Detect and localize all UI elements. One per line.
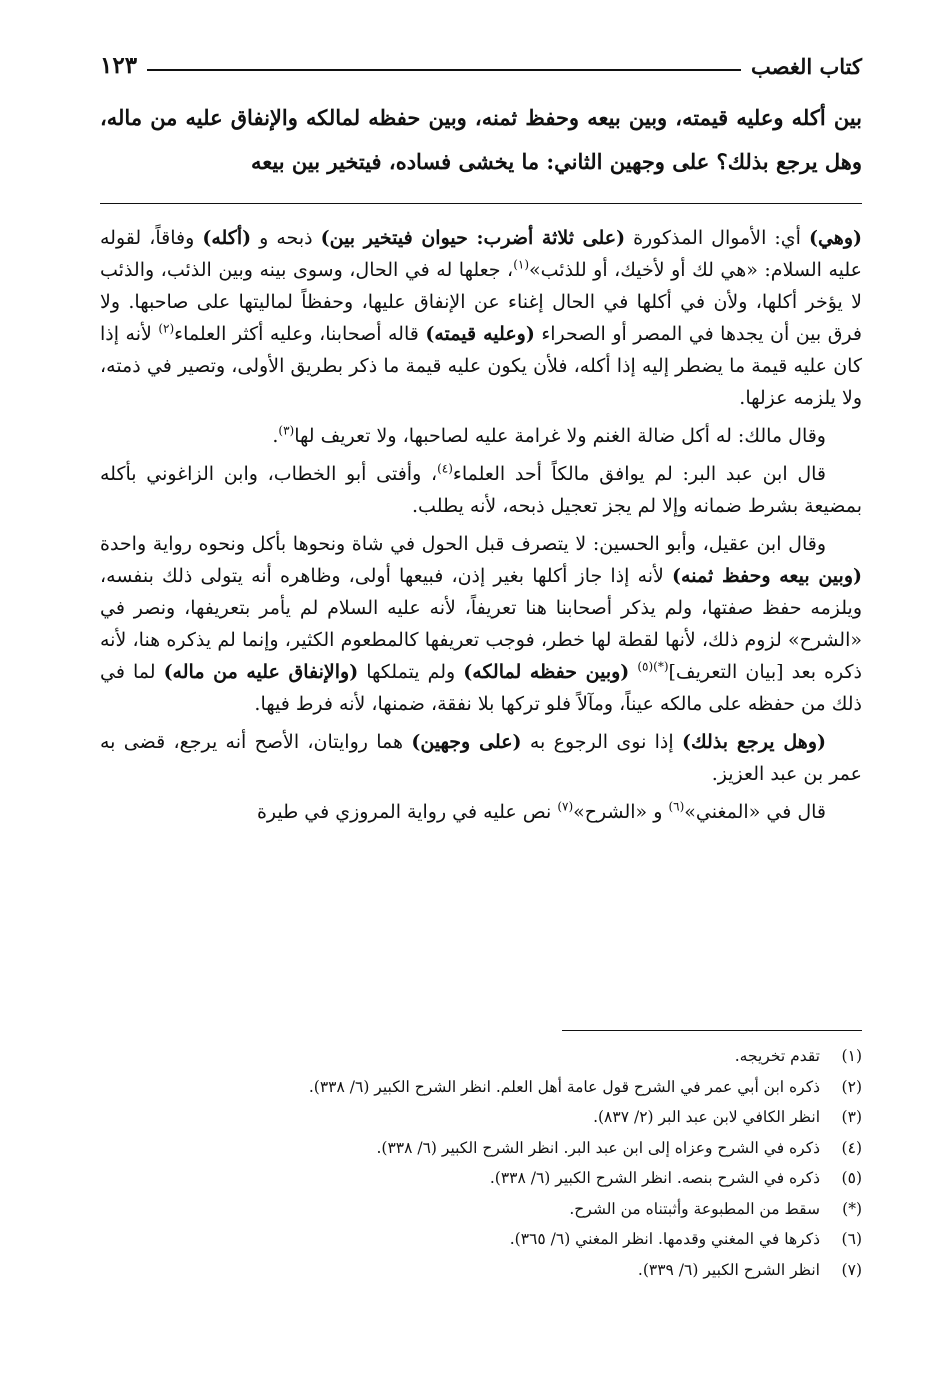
footnote-number: (١) <box>841 1047 862 1065</box>
footnote-text: ذكره ابن أبي عمر في الشرح قول عامة أهل العلم. انظر الشرح الكبير (٦/ ٣٣٨). <box>308 1077 820 1096</box>
footnote-number: (٢) <box>841 1077 862 1096</box>
text-run: وقال ابن عقيل، وأبو الحسين: لا يتصرف قبل الحول في شاة ونحوها بأكل ونحوه رواية واحدة <box>100 533 826 555</box>
running-header <box>100 45 862 79</box>
footnote <box>100 1102 862 1133</box>
footnote-separator <box>562 1030 862 1031</box>
footnote <box>100 1224 862 1255</box>
matn-separator <box>100 203 862 204</box>
footnote-text: ذكره في الشرح بنصه. انظر الشرح الكبير (٦/ ٣٣٨). <box>489 1169 820 1187</box>
footnote <box>100 1133 862 1164</box>
bold-quote: (على ثلاثة أضرب: حيوان فيتخير بين) <box>320 227 626 249</box>
bold-quote: (وبين حفظه لمالكه) <box>463 661 630 683</box>
footnote <box>100 1072 862 1103</box>
footnote-ref: (٧) <box>557 799 574 814</box>
text-run: نص عليه في رواية المروزي في طيرة <box>256 801 558 823</box>
footnote-number: (٧) <box>841 1260 862 1279</box>
text-run: قال في «المغني» <box>684 801 826 823</box>
footnote <box>100 1163 862 1194</box>
text-run: ذبحه و <box>251 227 321 249</box>
text-run: ، وأفتى أبو الخطاب، وابن الزاغوني بأكله بمضيعة بشرط ضمانه وإلا لم يجز تعجيل ذبحه، لأنه يطلب. <box>100 463 862 517</box>
text-run: إذا نوى الرجوع به <box>521 731 682 753</box>
footnote-number: (*) <box>842 1199 862 1218</box>
header-rule <box>147 69 741 71</box>
footnote-text: انظر الشرح الكبير (٦/ ٣٣٩). <box>637 1260 820 1279</box>
commentary <box>100 222 862 834</box>
text-run: قال ابن عبد البر: لم يوافق مالكاً أحد العلماء <box>452 463 826 485</box>
footnote <box>100 1041 862 1072</box>
footnote-ref: (٦) <box>668 799 685 814</box>
footnote-number: (٦) <box>841 1230 862 1248</box>
chapter-title: كتاب الغصب <box>750 54 862 79</box>
bold-quote: (وعليه قيمته) <box>425 323 535 345</box>
matn-text: بين أكله وعليه قيمته، وبين بيعه وحفظ ثمنه، وبين حفظه لمالكه والإنفاق عليه من ماله، وهل يرجع بذلك؟ على وجهين الثاني: ما يخشى فساده، فيتخير بين بيعه <box>100 105 862 174</box>
commentary-paragraph-4 <box>100 528 862 720</box>
footnote-number: (٤) <box>841 1138 862 1157</box>
bold-quote: (والإنفاق عليه من ماله) <box>163 661 359 683</box>
footnote-ref: (٤) <box>437 461 453 476</box>
bold-quote: (وهي) <box>808 227 862 249</box>
commentary-paragraph-6 <box>100 796 862 828</box>
footnote-text: تقدم تخريجه. <box>734 1047 820 1065</box>
footnote-number: (٥) <box>841 1169 862 1187</box>
footnote-ref: (٣) <box>278 423 295 438</box>
commentary-paragraph-2 <box>100 420 862 452</box>
text-run: لأنه إذا جاز أكلها بغير إذن، فبيعها أولى، وظاهره أنه يتولى ذلك بنفسه، ويلزمه حفظ صفتها، ولم يذكر أصحابنا هنا تعريفاً، لأنه عليه السلام لم يأمر بتعريفها، ونصر في «الشرح» لزوم ذلك، لأنها لقطة لها خطر، فوجب تعريفها كالمطعوم الكثير، وإنما لم يذكره هنا، لأنه ذكره بعد [بيان التعريف] <box>100 565 862 683</box>
footnote <box>100 1194 862 1225</box>
bold-quote: (على وجهين) <box>411 731 522 753</box>
bold-quote: (أكله) <box>202 227 252 249</box>
footnote-number: (٣) <box>841 1108 862 1126</box>
page-number: ١٢٣ <box>100 52 138 79</box>
text-run: لما في ذلك من حفظه على مالكه عيناً، ومآلاً فلو تركها بلا نفقة، ضمنها، لأنه فرط فيها. <box>100 661 862 715</box>
footnote-ref: (*)(٥) <box>637 659 669 674</box>
text-run: وقال مالك: له أكل ضالة الغنم ولا غرامة عليه لصاحبها، ولا تعريف لها <box>294 425 826 447</box>
bold-quote: (وهل يرجع بذلك) <box>681 731 826 753</box>
text-run: . <box>272 425 279 447</box>
footnote-text: ذكره في الشرح وعزاه إلى ابن عبد البر. انظر الشرح الكبير (٦/ ٣٣٨). <box>376 1138 820 1157</box>
text-run: ، جعلها له في الحال، وسوى بينه وبين الذئب، والذئب لا يؤخر أكلها، ولأن في أكلها في الحال إغناء عن الإنفاق عليها، وحفظاً لماليتها على صاحبها. ولا فرق بين أن يجدها في المصر أو الصحراء <box>100 259 862 345</box>
text-run: و «الشرح» <box>573 801 669 823</box>
text-run: أي: الأموال المذكورة <box>625 227 809 249</box>
footnotes <box>100 1041 862 1285</box>
footnote-text: انظر الكافي لابن عبد البر (٢/ ٨٣٧). <box>593 1108 820 1126</box>
text-run: وفاقاً، لقوله عليه السلام: «هي لك أو لأخيك، أو للذئب» <box>100 227 862 281</box>
footnote-text: سقط من المطبوعة وأثبتناه من الشرح. <box>569 1199 820 1218</box>
footnote-ref: (١) <box>513 257 530 272</box>
text-run: قاله أصحابنا، وعليه أكثر العلماء <box>174 323 426 345</box>
commentary-paragraph-1 <box>100 222 862 414</box>
text-run: هما روايتان، الأصح أنه يرجع، قضى به عمر بن عبد العزيز. <box>100 731 862 785</box>
text-run: لأنه إذا كان عليه قيمة ما يضطر إليه إذا أكله، فلأن يكون عليه قيمة ما ذكر بطريق الأولى، وتصير في ذمته، ولا يلزمه عزلها. <box>100 323 862 409</box>
footnote <box>100 1255 862 1286</box>
footnote-text: ذكرها في المغني وقدمها. انظر المغني (٦/ ٣٦٥). <box>509 1230 820 1248</box>
bold-quote: (وبين بيعه وحفظ ثمنه) <box>672 565 862 587</box>
commentary-paragraph-3 <box>100 458 862 522</box>
commentary-paragraph-5 <box>100 726 862 790</box>
footnote-ref: (٢) <box>158 321 175 336</box>
text-run: ولم يتملكها <box>358 661 464 683</box>
